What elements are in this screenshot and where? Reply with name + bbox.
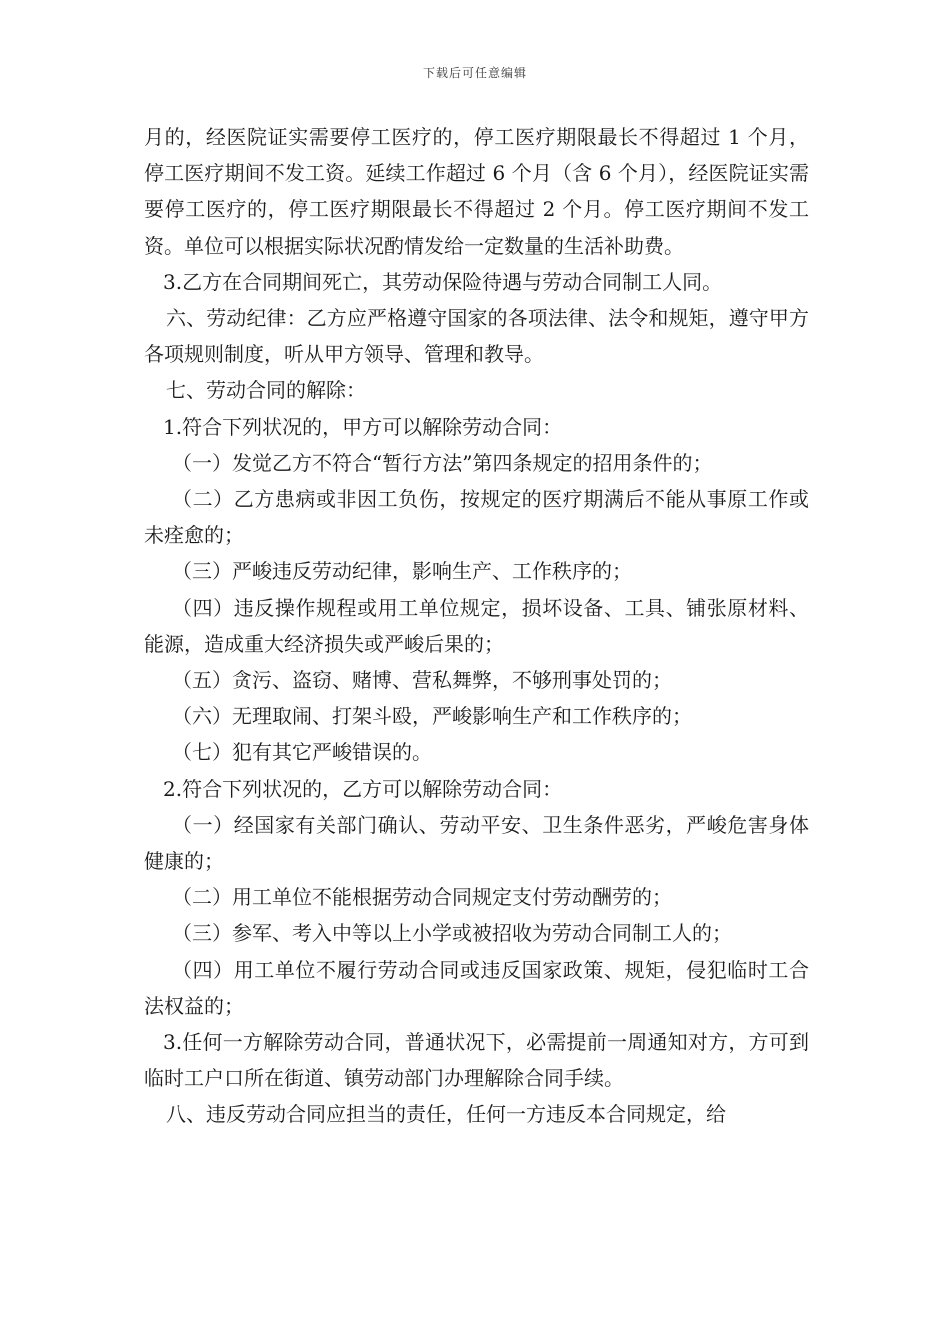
list-item-employer-2: （二）乙方患病或非因工负伤，按规定的医疗期满后不能从事原工作或未痊愈的；: [144, 487, 809, 548]
list-item-employee-3: （三）参军、考入中等以上小学或被招收为劳动合同制工人的；: [172, 921, 732, 946]
list-item-employee-2: （二）用工单位不能根据劳动合同规定支付劳动酬劳的；: [172, 885, 672, 910]
list-item-employer-4: （四）违反操作规程或用工单位规定，损坏设备、工具、铺张原材料、能源，造成重大经济损失或严峻后果的；: [144, 595, 809, 656]
paragraph-breach-liability: 八、违反劳动合同应担当的责任，任何一方违反本合同规定，给: [166, 1102, 726, 1127]
list-item-employer-5: （五）贪污、盗窃、赌博、营私舞弊，不够刑事处罚的；: [172, 668, 672, 693]
list-item-employee-1: （一）经国家有关部门确认、劳动平安、卫生条件恶劣，严峻危害身体健康的；: [144, 812, 809, 874]
paragraph-death-insurance: 3.乙方在合同期间死亡，其劳动保险待遇与劳动合同制工人同。: [163, 269, 723, 294]
document-body: [144, 119, 809, 1133]
list-item-employer-1: （一）发觉乙方不符合“暂行方法”第四条规定的招用条件的；: [172, 450, 713, 475]
list-item-employer-6: （六）无理取闹、打架斗殴，严峻影响生产和工作秩序的；: [172, 704, 692, 729]
list-item-employee-4: （四）用工单位不履行劳动合同或违反国家政策、规矩，侵犯临时工合法权益的；: [144, 957, 809, 1018]
list-item-employer-3: （三）严峻违反劳动纪律，影响生产、工作秩序的；: [172, 559, 632, 584]
paragraph-employee-termination: 2.符合下列状况的，乙方可以解除劳动合同：: [163, 776, 563, 801]
paragraph-employer-termination: 1.符合下列状况的，甲方可以解除劳动合同：: [163, 414, 563, 439]
heading-contract-termination: 七、劳动合同的解除：: [166, 378, 366, 403]
page-header: 下载后可任意编辑: [422, 66, 527, 80]
paragraph-sick-leave-continued: 月的，经医院证实需要停工医疗的，停工医疗期限最长不得超过 1 个月，停工医疗期间不发工资。延续工作超过 6 个月（含 6 个月），经医院证实需要停工医疗的，停工医疗期限最长不得超过 2 个月。停工医疗期间不发工资。单位可以根据实际状况酌情发给一定数量的生活补助费。: [144, 125, 809, 258]
list-item-employer-7: （七）犯有其它严峻错误的。: [172, 740, 432, 765]
paragraph-notice-procedure: 3.任何一方解除劳动合同，普通状况下，必需提前一周通知对方，方可到临时工户口所在街道、镇劳动部门办理解除合同手续。: [144, 1030, 809, 1091]
paragraph-labor-discipline: 六、劳动纪律：乙方应严格遵守国家的各项法律、法令和规矩，遵守甲方各项规则制度，听从甲方领导、管理和教导。: [144, 306, 809, 367]
